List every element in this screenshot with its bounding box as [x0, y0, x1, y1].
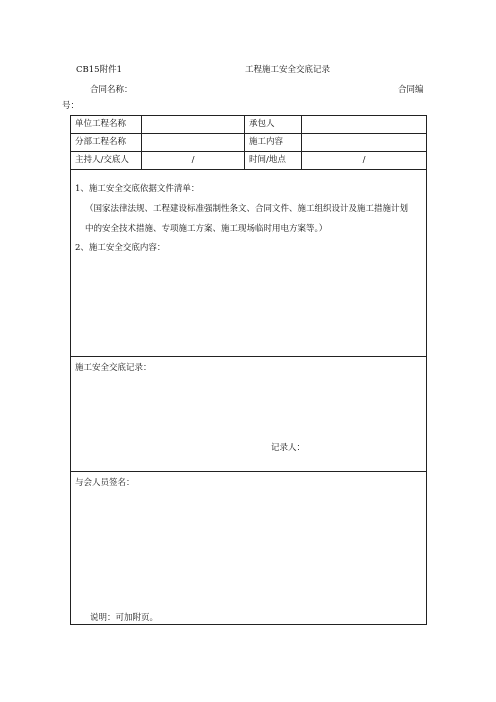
- basis-item-1-note-line-2: 中的安全技术措施、专项施工方案、施工现场临时用电方案等。）: [85, 224, 328, 234]
- form-row-unit-project: [71, 116, 427, 134]
- sub-project-value[interactable]: [142, 134, 245, 152]
- basis-item-1: 1、施工安全交底依据文件清单：: [75, 184, 200, 194]
- footer-note: 说明：可加附页。: [90, 613, 159, 623]
- document-code: CB15附件1: [76, 65, 122, 75]
- record-label: 施工安全交底记录：: [75, 363, 152, 373]
- sub-project-label: 分部工程名称: [71, 134, 142, 152]
- unit-project-label: 单位工程名称: [71, 116, 142, 134]
- document-title: 工程施工安全交底记录: [245, 65, 331, 75]
- unit-project-value[interactable]: [142, 116, 245, 134]
- basis-item-1-note-line-1: （国家法律法规、工程建设标准强制性条文、合同文件、施工组织设计及施工措施计划: [85, 204, 409, 214]
- contract-number-label: 合同编: [398, 85, 424, 95]
- record-section[interactable]: [71, 357, 427, 472]
- time-place-value[interactable]: /: [302, 152, 427, 170]
- recorder-label: 记录人：: [271, 443, 306, 453]
- form-row-attendees: [71, 472, 427, 625]
- attendees-section[interactable]: [71, 472, 427, 625]
- form-row-basis: [71, 170, 427, 357]
- basis-section[interactable]: [71, 170, 427, 357]
- time-place-label: 时间/地点: [245, 152, 302, 170]
- basis-item-2: 2、施工安全交底内容：: [75, 243, 166, 253]
- contractor-label: 承包人: [245, 116, 302, 134]
- form-row-record: [71, 357, 427, 472]
- contractor-value[interactable]: [302, 116, 427, 134]
- form-row-host: [71, 152, 427, 170]
- construction-content-value[interactable]: [302, 134, 427, 152]
- contract-number-label-wrap: 号：: [62, 101, 80, 111]
- construction-content-label: 施工内容: [245, 134, 302, 152]
- host-label: 主持人/交底人: [71, 152, 142, 170]
- contract-name-label: 合同名称：: [90, 85, 133, 95]
- form-row-sub-project: [71, 134, 427, 152]
- host-value[interactable]: /: [142, 152, 245, 170]
- attendees-label: 与会人员签名：: [75, 478, 135, 488]
- safety-briefing-form: [70, 115, 427, 625]
